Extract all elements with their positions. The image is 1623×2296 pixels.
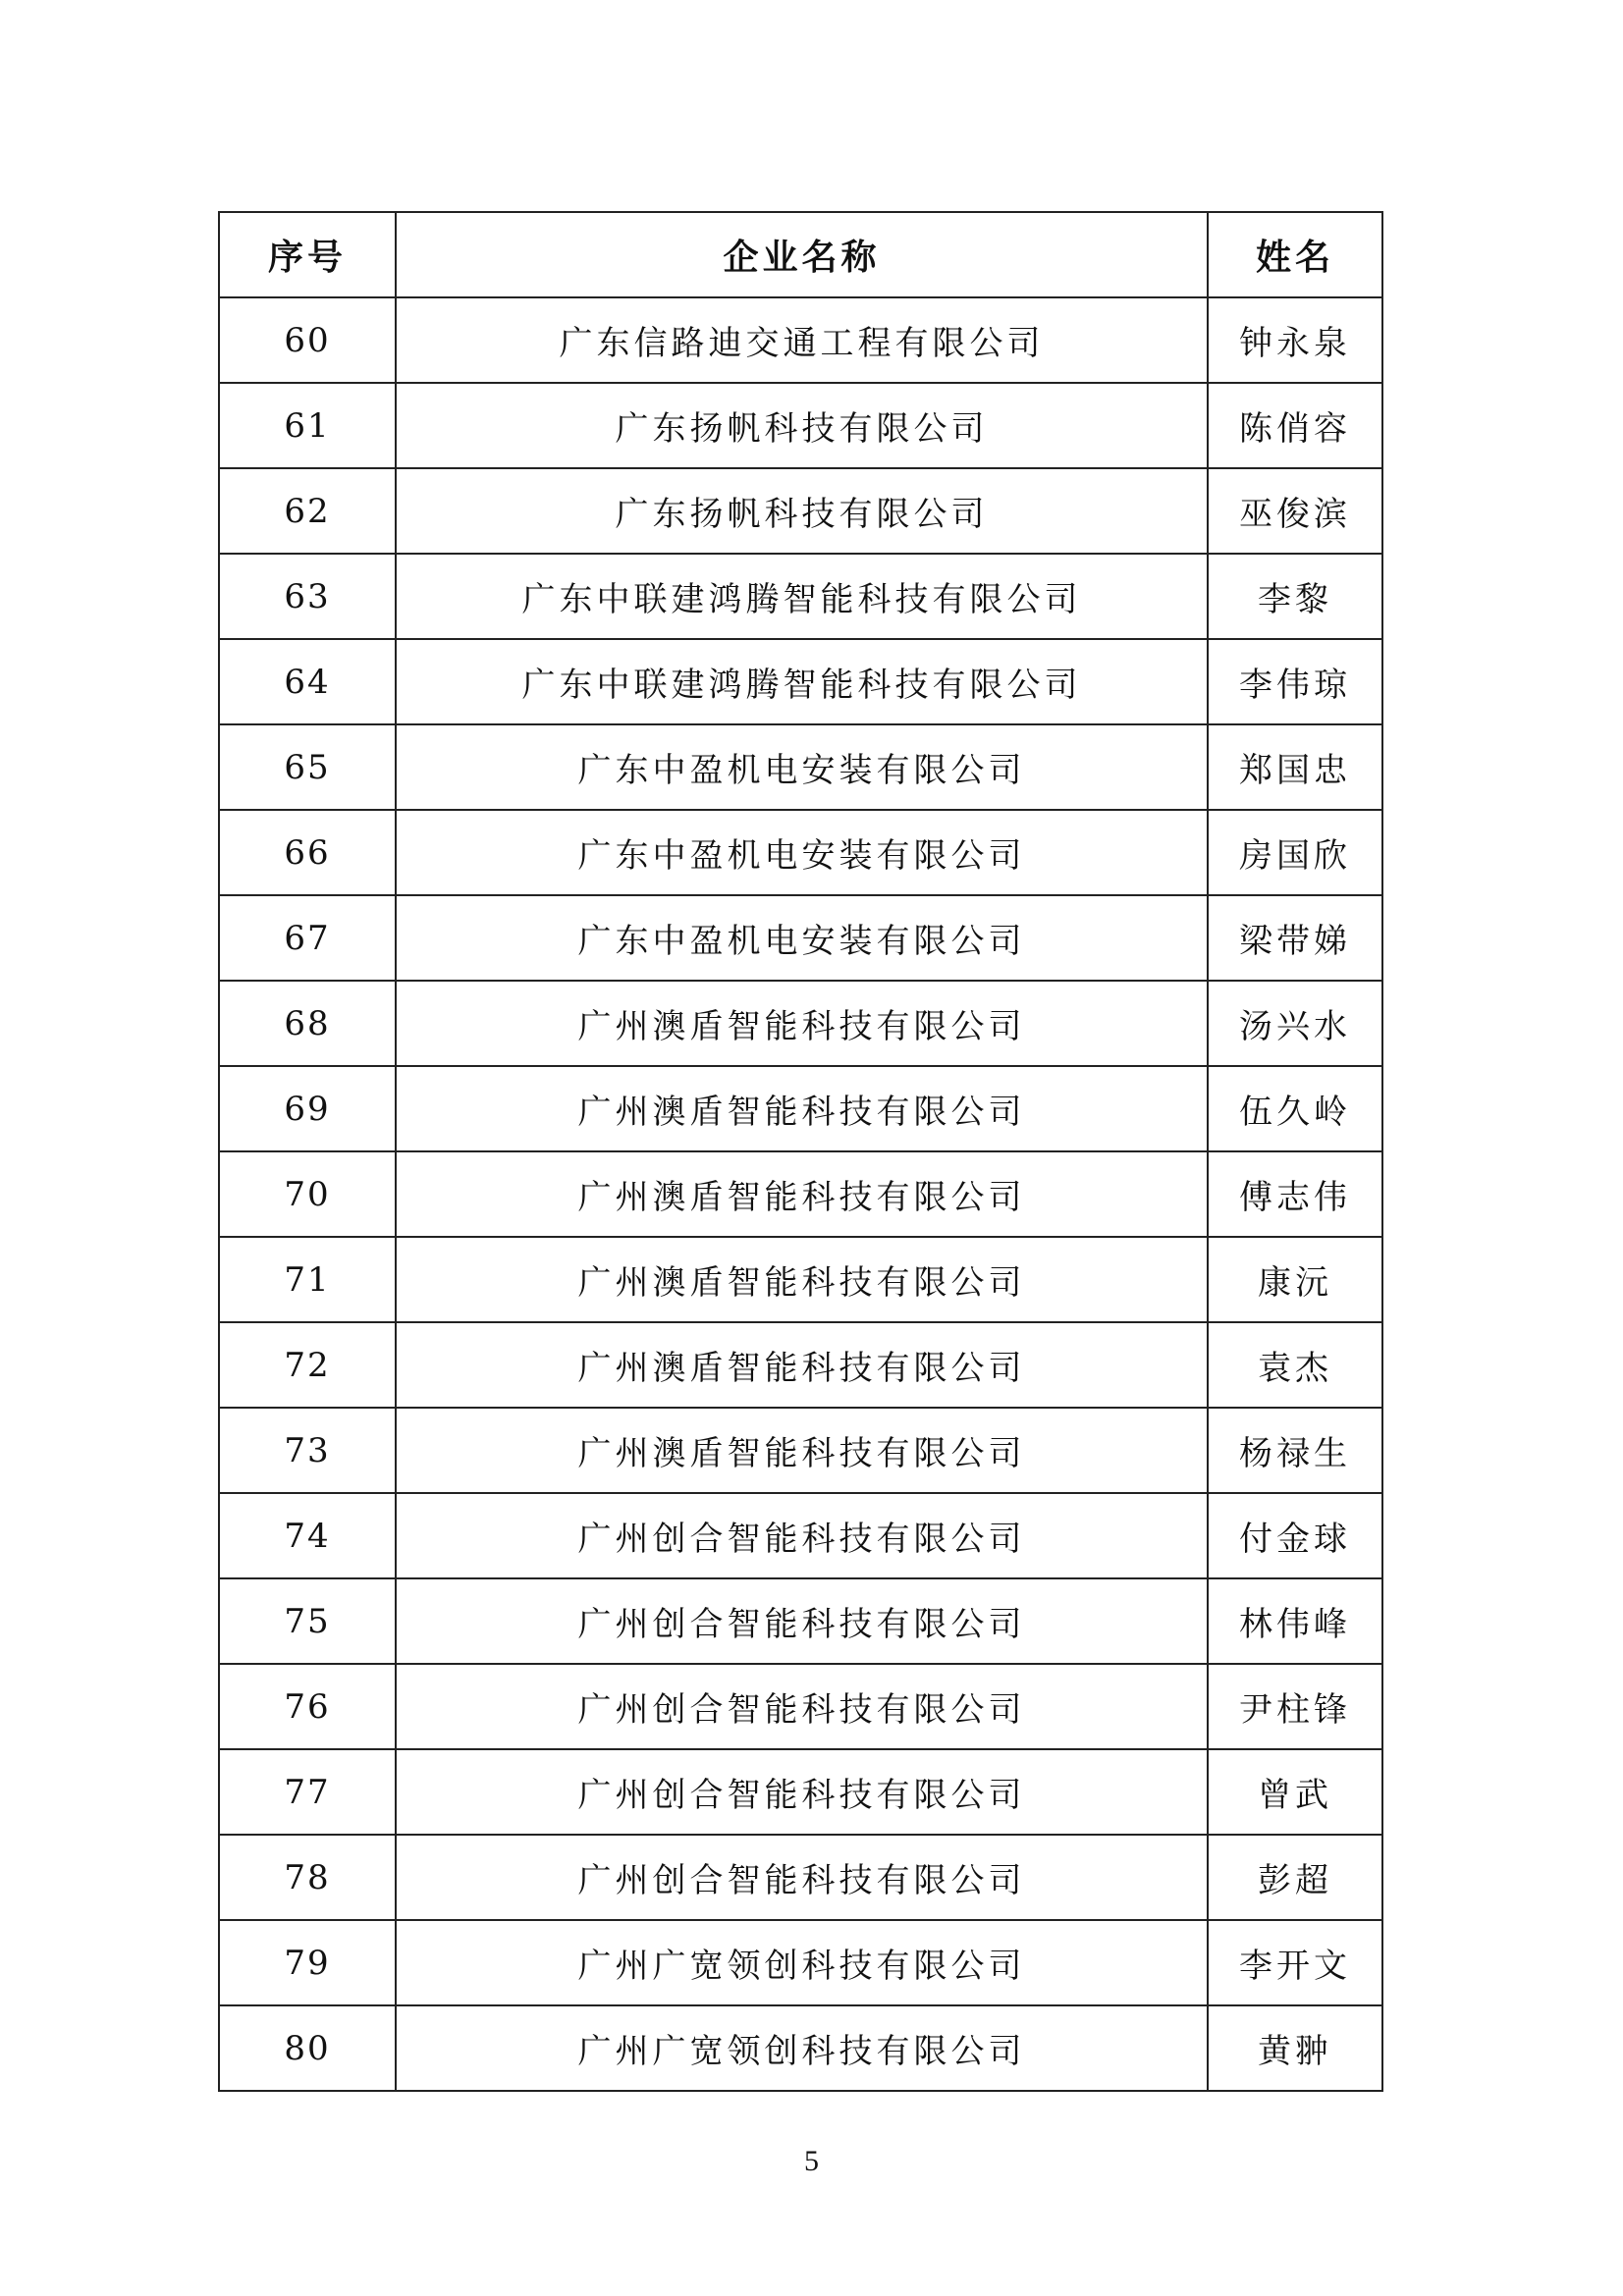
row-index: 60 [219,297,396,383]
row-name: 付金球 [1208,1493,1382,1578]
table-row [219,1237,1382,1322]
row-company: 广州创合智能科技有限公司 [396,1578,1208,1664]
row-name: 黄翀 [1208,2005,1382,2091]
roster-table [218,211,1383,2092]
table-row [219,383,1382,468]
row-name: 房国欣 [1208,810,1382,895]
row-company: 广州创合智能科技有限公司 [396,1835,1208,1920]
row-name: 钟永泉 [1208,297,1382,383]
row-company: 广州澳盾智能科技有限公司 [396,1066,1208,1151]
row-company: 广东中盈机电安装有限公司 [396,810,1208,895]
header-index: 序号 [219,212,396,297]
table-row [219,1664,1382,1749]
row-name: 梁带娣 [1208,895,1382,981]
table-header-row [219,212,1382,297]
row-name: 郑国忠 [1208,724,1382,810]
row-index: 74 [219,1493,396,1578]
row-name: 伍久岭 [1208,1066,1382,1151]
row-name: 李伟琼 [1208,639,1382,724]
table-row [219,639,1382,724]
row-index: 66 [219,810,396,895]
row-index: 63 [219,554,396,639]
table-row [219,1322,1382,1408]
table-row [219,895,1382,981]
row-index: 72 [219,1322,396,1408]
table-row [219,1493,1382,1578]
row-company: 广州创合智能科技有限公司 [396,1749,1208,1835]
row-index: 75 [219,1578,396,1664]
row-name: 傅志伟 [1208,1151,1382,1237]
row-company: 广东信路迪交通工程有限公司 [396,297,1208,383]
table-row [219,724,1382,810]
header-company: 企业名称 [396,212,1208,297]
row-index: 79 [219,1920,396,2005]
table-row [219,1151,1382,1237]
row-company: 广东中联建鸿腾智能科技有限公司 [396,639,1208,724]
row-index: 71 [219,1237,396,1322]
row-index: 73 [219,1408,396,1493]
row-index: 80 [219,2005,396,2091]
row-index: 61 [219,383,396,468]
row-name: 李开文 [1208,1920,1382,2005]
row-company: 广州澳盾智能科技有限公司 [396,1408,1208,1493]
row-company: 广州澳盾智能科技有限公司 [396,1151,1208,1237]
row-name: 林伟峰 [1208,1578,1382,1664]
row-name: 康沅 [1208,1237,1382,1322]
table-row [219,1835,1382,1920]
row-name: 汤兴水 [1208,981,1382,1066]
row-name: 袁杰 [1208,1322,1382,1408]
row-index: 69 [219,1066,396,1151]
row-index: 62 [219,468,396,554]
table-row [219,2005,1382,2091]
row-name: 巫俊滨 [1208,468,1382,554]
row-index: 67 [219,895,396,981]
row-company: 广东扬帆科技有限公司 [396,383,1208,468]
row-company: 广州广宽领创科技有限公司 [396,2005,1208,2091]
table-row [219,1066,1382,1151]
row-name: 李黎 [1208,554,1382,639]
row-company: 广州澳盾智能科技有限公司 [396,1237,1208,1322]
row-index: 64 [219,639,396,724]
row-index: 76 [219,1664,396,1749]
row-company: 广州创合智能科技有限公司 [396,1493,1208,1578]
row-index: 78 [219,1835,396,1920]
row-name: 彭超 [1208,1835,1382,1920]
page-number: 5 [804,2145,819,2177]
table-row [219,810,1382,895]
row-company: 广东中联建鸿腾智能科技有限公司 [396,554,1208,639]
row-name: 陈俏容 [1208,383,1382,468]
row-name: 曾武 [1208,1749,1382,1835]
row-company: 广州创合智能科技有限公司 [396,1664,1208,1749]
table-row [219,1408,1382,1493]
row-company: 广州澳盾智能科技有限公司 [396,1322,1208,1408]
table-row [219,1920,1382,2005]
row-company: 广州澳盾智能科技有限公司 [396,981,1208,1066]
row-company: 广州广宽领创科技有限公司 [396,1920,1208,2005]
table-row [219,981,1382,1066]
table-row [219,1578,1382,1664]
row-company: 广东中盈机电安装有限公司 [396,895,1208,981]
row-name: 尹柱锋 [1208,1664,1382,1749]
table-row [219,468,1382,554]
row-name: 杨禄生 [1208,1408,1382,1493]
table-row [219,554,1382,639]
header-name: 姓名 [1208,212,1382,297]
table-row [219,297,1382,383]
row-index: 70 [219,1151,396,1237]
row-index: 68 [219,981,396,1066]
table-row [219,1749,1382,1835]
row-index: 65 [219,724,396,810]
row-index: 77 [219,1749,396,1835]
row-company: 广东扬帆科技有限公司 [396,468,1208,554]
row-company: 广东中盈机电安装有限公司 [396,724,1208,810]
